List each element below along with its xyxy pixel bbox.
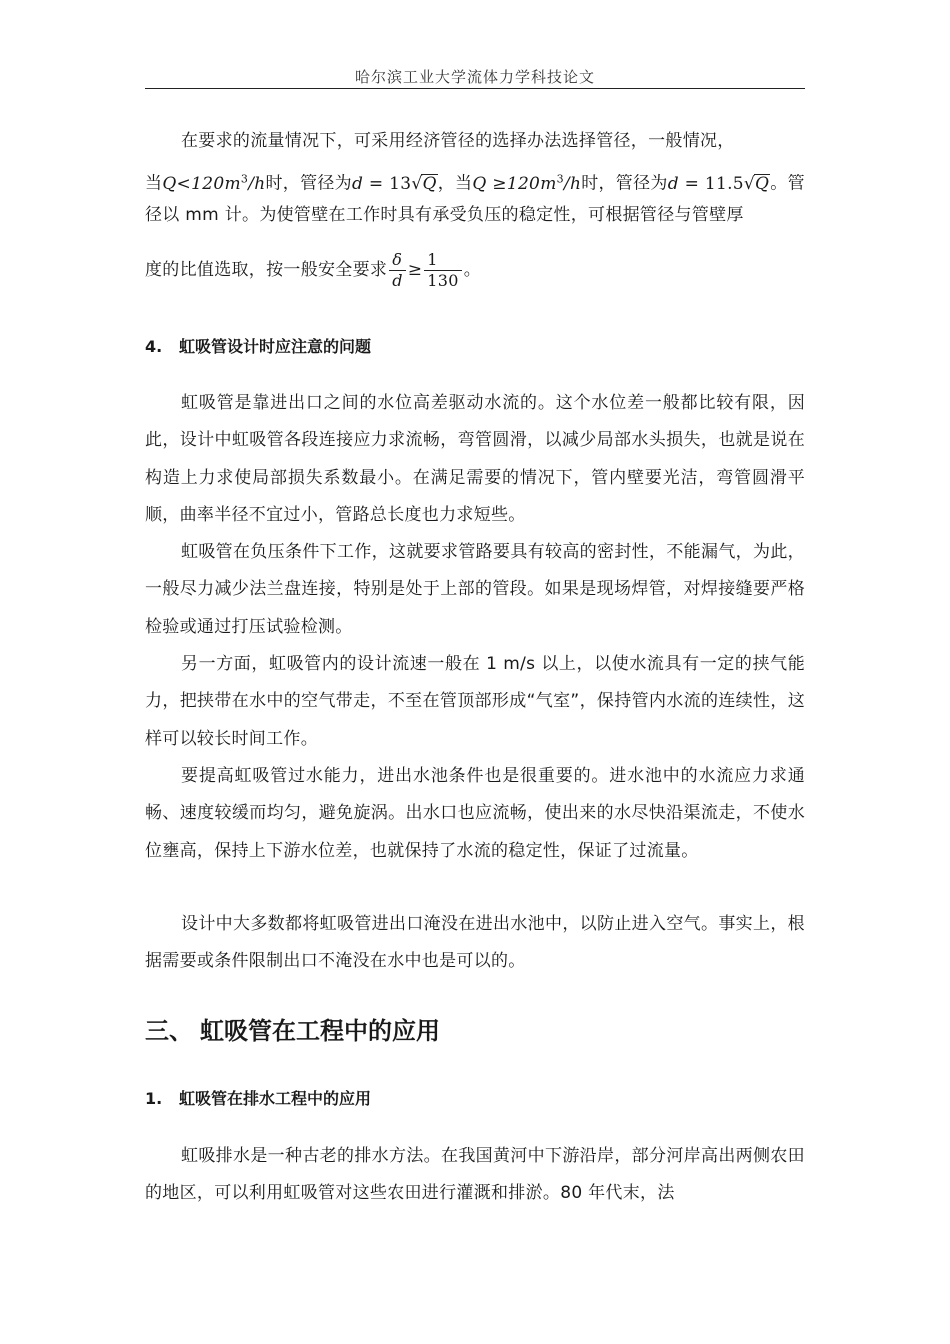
section-number: 1. xyxy=(145,1089,163,1108)
ratio-fraction: $\frac{\delta}{d}$ xyxy=(389,250,406,291)
separator: ，当 xyxy=(437,173,473,194)
section-number: 4. xyxy=(145,337,163,356)
chapter-number: 三、 xyxy=(145,1017,193,1045)
intro-line-1: 在要求的流量情况下，可采用经济管径的选择办法选择管径，一般情况， xyxy=(181,131,735,151)
cond2-suffix: 时，管径为 xyxy=(581,173,668,194)
intro-line-4-prefix: 度的比值选取，按一般安全要求 xyxy=(145,260,388,280)
header-rule xyxy=(145,88,805,89)
intro-line-3: 径以 mm 计。为使管壁在工作时具有承受负压的稳定性，可根据管径与管壁厚 xyxy=(145,205,744,225)
geq-sign: ≥ xyxy=(407,260,423,280)
cond2-math: $Q \ge 120m^3/h$ xyxy=(472,172,582,194)
formula-1: d = 13√Q xyxy=(351,173,437,194)
section-title: 虹吸管设计时应注意的问题 xyxy=(179,337,372,356)
section-4-paragraph-1: 虹吸管是靠进出口之间的水位高差驱动水流的。这个水位差一般都比较有限，因此，设计中虹吸管各段连接应力求流畅，弯管圆滑，以减少局部水头损失，也就是说在构造上力求使局部损失系数最小。在满足需要的情况下，管内壁要光洁，弯管圆滑平顺，曲率半径不宜过小，管路总长度也力求短些。 xyxy=(145,393,805,525)
chapter-3-heading xyxy=(145,1011,440,1046)
section-4-paragraph-2: 虹吸管在负压条件下工作，这就要求管路要具有较高的密封性，不能漏气，为此，一般尽力减少法兰盘连接，特别是处于上部的管段。如果是现场焊管，对焊接缝要严格检验或通过打压试验检测。 xyxy=(145,542,805,637)
cond1-suffix: 时，管径为 xyxy=(265,173,352,194)
chapter-title: 虹吸管在工程中的应用 xyxy=(200,1017,440,1045)
intro-line-4 xyxy=(145,248,805,292)
intro-line-4-suffix: 。 xyxy=(463,260,482,280)
section-4-heading xyxy=(145,334,371,357)
intro-tail: 。管 xyxy=(770,173,805,194)
section-4-paragraph-5: 设计中大多数都将虹吸管进出口淹没在进出水池中，以防止进入空气。事实上，根据需要或条件限制出口不淹没在水中也是可以的。 xyxy=(145,914,805,972)
section-4-paragraph-3: 另一方面，虹吸管内的设计流速一般在 1 m/s 以上，以使水流具有一定的挟气能力，把挟带在水中的空气带走，不至在管顶部形成“气室”，保持管内水流的连续性，这样可以较长时间工作。 xyxy=(145,654,805,749)
page-header-title: 哈尔滨工业大学流体力学科技论文 xyxy=(354,68,595,86)
limit-fraction: $\frac{1}{130}$ xyxy=(424,250,461,291)
section-title: 虹吸管在排水工程中的应用 xyxy=(179,1089,372,1108)
section-1-paragraph-1: 虹吸排水是一种古老的排水方法。在我国黄河中下游沿岸，部分河岸高出两侧农田的地区，可以利用虹吸管对这些农田进行灌溉和排淤。80 年代末，法 xyxy=(145,1146,805,1204)
section-1-heading xyxy=(145,1086,371,1109)
cond1-math: $Q<120m^3/h$ xyxy=(162,172,266,194)
section-4-paragraph-4: 要提高虹吸管过水能力，进出水池条件也是很重要的。进水池中的水流应力求通畅、速度较缓而均匀，避免旋涡。出水口也应流畅，使出来的水尽快沿渠流走，不使水位壅高，保持上下游水位差，也就保持了水流的稳定性，保证了过流量。 xyxy=(145,766,805,861)
cond1-prefix: 当 xyxy=(145,173,163,194)
formula-2: d = 11.5√Q xyxy=(667,173,770,194)
